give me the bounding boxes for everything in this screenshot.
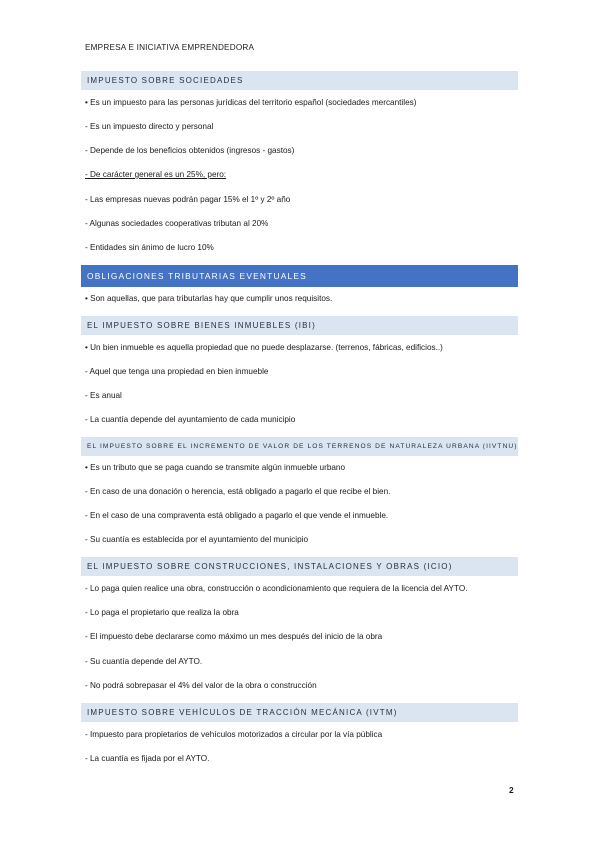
text-line: - La cuantía depende del ayuntamiento de cada municipio (85, 415, 296, 424)
page-number: 2 (509, 785, 514, 795)
text-line: - Depende de los beneficios obtenidos (ingresos - gastos) (85, 146, 295, 155)
text-line: • Es un tributo que se paga cuando se transmite algún inmueble urbano (85, 463, 346, 472)
section-title-icio: EL IMPUESTO SOBRE CONSTRUCCIONES, INSTALACIONES Y OBRAS (ICIO) (81, 557, 518, 576)
text-line: - En el caso de una compraventa está obligado a pagarlo el que vende el inmueble. (85, 511, 389, 520)
section-title-iivtnu: EL IMPUESTO SOBRE EL INCREMENTO DE VALOR DE LOS TERRENOS DE NATURALEZA URBANA (IIVTNU) (81, 437, 518, 456)
text-line: - Su cuantía es establecida por el ayuntamiento del municipio (85, 535, 309, 544)
text-line: - Entidades sin ánimo de lucro 10% (85, 243, 214, 252)
text-line: - Su cuantía depende del AYTO. (85, 657, 203, 666)
section-title-obligaciones: OBLIGACIONES TRIBUTARIAS EVENTUALES (81, 265, 518, 287)
text-line: - Las empresas nuevas podrán pagar 15% el 1º y 2º año (85, 195, 291, 204)
text-line: - Algunas sociedades cooperativas tributan al 20% (85, 219, 269, 228)
text-line: - La cuantía es fijada por el AYTO. (85, 754, 210, 763)
text-line: - Aquel que tenga una propiedad en bien inmueble (85, 367, 269, 376)
text-line: - Es un impuesto directo y personal (85, 122, 214, 131)
text-line: - Impuesto para propietarios de vehículos motorizados a circular por la vía pública (85, 730, 383, 739)
text-line: • Son aquellas, que para tributarlas hay que cumplir unos requisitos. (85, 294, 333, 303)
text-line: • Es un impuesto para las personas jurídicas del territorio español (sociedades mercantiles) (85, 98, 417, 107)
section-title-ibi: EL IMPUESTO SOBRE BIENES INMUEBLES (IBI) (81, 316, 518, 335)
text-line: - En caso de una donación o herencia, está obligado a pagarlo el que recibe el bien. (85, 487, 391, 496)
text-line: • Un bien inmueble es aquella propiedad que no puede desplazarse. (terrenos, fábricas, edificios..) (85, 343, 443, 352)
text-line-underlined: - De carácter general es un 25%, pero: (85, 170, 227, 179)
text-line: - Lo paga el propietario que realiza la obra (85, 608, 239, 617)
text-line: - El impuesto debe declararse como máximo un mes después del inicio de la obra (85, 632, 383, 641)
text-line: - No podrá sobrepasar el 4% del valor de la obra o construcción (85, 681, 317, 690)
text-line: - Lo paga quien realice una obra, construcción o acondicionamiento que requiera de la licencia del AYTO. (85, 584, 468, 593)
page-header: EMPRESA E INICIATIVA EMPRENDEDORA (85, 43, 255, 52)
section-title-impuesto-sociedades: IMPUESTO SOBRE SOCIEDADES (81, 71, 518, 90)
text-line: - Es anual (85, 391, 122, 400)
section-title-ivtm: IMPUESTO SOBRE VEHÍCULOS DE TRACCIÓN MECÁNICA (IVTM) (81, 703, 518, 722)
